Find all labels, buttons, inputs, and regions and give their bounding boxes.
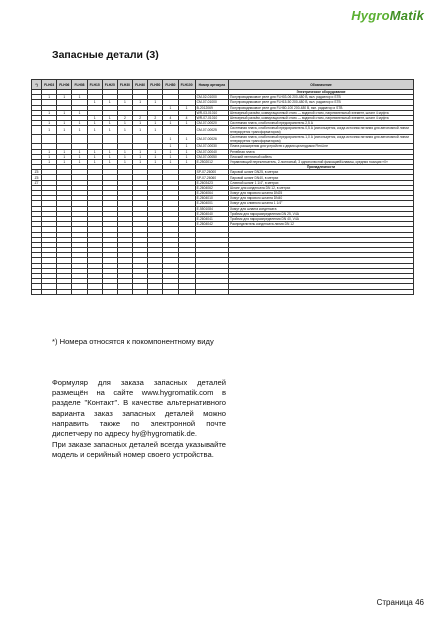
table-cell: CM-07-00026 [195, 135, 228, 144]
table-cell: 1 [178, 135, 195, 144]
table-cell: Плата расширения для устройств с двумя цилиндрами FlexLine [229, 144, 414, 149]
table-cell: Распределитель конденсата линия DN 12 [229, 222, 414, 227]
table-cell [133, 135, 148, 144]
table-cell: Штекерный разъём, коммутационный отсек — водяной отсек, нагревательный элемент, шланг 4 муфта [229, 115, 414, 120]
table-body [32, 90, 414, 295]
table-cell [42, 135, 57, 144]
table-cell: CM-07-00050 [195, 154, 228, 159]
table-cell [42, 289, 57, 294]
table-cell: Шланг для конденсата DN 12, в метрах [229, 185, 414, 190]
table-cell: E-2604010 [195, 196, 228, 201]
table-cell: 1 [72, 121, 87, 126]
table-cell: Полупроводниковое реле для FLH15-50 200-480 В, вкл. радиатор и STB [229, 100, 414, 105]
table-cell [32, 289, 42, 294]
column-header: FLH100 [178, 80, 195, 90]
table-cell [72, 289, 87, 294]
table-cell: 1 [102, 100, 117, 105]
table-cell: Принадлежности [229, 165, 414, 170]
table-cell: 1 [102, 115, 117, 120]
table-cell: Хомут для шланга конденсата [229, 206, 414, 211]
table-cell: 1 [148, 159, 163, 164]
table-cell: E-2604062 [195, 185, 228, 190]
table-cell: 1 [163, 159, 178, 164]
table-cell: 1 [42, 154, 57, 159]
table-cell: Полупроводниковое реле для FLH03-06 200-480 В, вкл. радиатор и STB [229, 95, 414, 100]
logo-text-part1: Hygro [351, 8, 390, 23]
order-form-paragraph: Формуляр для заказа запасных деталей размещён на сайте www.hygromatik.com в разделе "Контакт". В качестве альтернативного варианта заказ запасных деталей можно направить также по электронной почте диспетчеру по адресу hy@hygromatik.de. [52, 378, 226, 439]
table-cell: 1 [57, 110, 72, 115]
page-title: Запасные детали (3) [52, 49, 159, 61]
table-cell: Плоский ленточный кабель [229, 154, 414, 159]
table-cell: 1 [117, 149, 132, 154]
table-cell: E-2604040 [195, 211, 228, 216]
table-cell: 1 [133, 100, 148, 105]
table-cell: CM-07-01000 [195, 100, 228, 105]
table-cell: SP-07-26060 [195, 175, 228, 180]
table-cell [57, 289, 72, 294]
column-header: Номер артикула [195, 80, 228, 90]
table-cell: 1 [87, 149, 102, 154]
column-header: FLH50 [148, 80, 163, 90]
table-cell [178, 289, 195, 294]
logo-text-part2: Matik [389, 8, 424, 23]
table-cell [148, 135, 163, 144]
table-cell: E-2604001 [195, 201, 228, 206]
table-cell: 1 [133, 149, 148, 154]
column-header: FLH30 [117, 80, 132, 90]
table-cell: 1 [87, 126, 102, 135]
table-header-row [32, 80, 414, 90]
table-cell: 1 [117, 100, 132, 105]
column-header: FLH15 [87, 80, 102, 90]
table-row [32, 289, 414, 294]
table-cell [229, 289, 414, 294]
table-cell: 4 [178, 115, 195, 120]
table-cell [195, 289, 228, 294]
table-cell: 1 [72, 154, 87, 159]
table-cell: Полупроводниковое реле для FLH80-100 200-480 В, вкл. радиатор и STB [229, 105, 414, 110]
table-cell: 1 [133, 121, 148, 126]
table-row [32, 126, 414, 135]
table-cell: CM-07-00030 [195, 144, 228, 149]
page-number: Страница 46 [376, 598, 424, 607]
table-cell [72, 135, 87, 144]
table-cell: 4 [163, 115, 178, 120]
table-cell [87, 135, 102, 144]
table-cell [163, 289, 178, 294]
table-cell: 1 [148, 100, 163, 105]
table-cell: Штекерный разъём, коммутационный отсек — водяной отсек, нагревательный элемент, шланг 4 муфта [229, 110, 414, 115]
column-header: FLH80 [163, 80, 178, 90]
table-cell: 1 [87, 159, 102, 164]
table-cell [163, 126, 178, 135]
table-cell: 1 [148, 149, 163, 154]
table-cell: 1 [148, 126, 163, 135]
table-row [32, 135, 414, 144]
table-cell: 2 [148, 115, 163, 120]
column-header: FLH03 [42, 80, 57, 90]
table-cell: 1 [57, 149, 72, 154]
table-cell: 1 [148, 121, 163, 126]
column-header: FLH06 [57, 80, 72, 90]
table-cell: E-2604064 [195, 191, 228, 196]
table-cell: 1 [178, 105, 195, 110]
table-cell: 1 [87, 115, 102, 120]
table-cell: 1 [178, 159, 195, 164]
table-cell: Системная плата, слаботочный предохранитель 1,0 А (используется, когда источник питания для автономной линии генерируется трансформатором) [229, 135, 414, 144]
table-cell: 1 [133, 154, 148, 159]
table-cell: 1 [72, 149, 87, 154]
hygromatik-logo [351, 8, 424, 23]
table-cell: Хомут для парового шланга DN40 [229, 196, 414, 201]
table-cell: 1 [102, 126, 117, 135]
table-cell: 1 [72, 159, 87, 164]
table-cell: 1 [42, 126, 57, 135]
table-cell: Z5 [32, 170, 42, 175]
table-cell [102, 289, 117, 294]
table-cell: 1 [178, 154, 195, 159]
table-cell [133, 289, 148, 294]
column-header: Обозначение [229, 80, 414, 90]
table-cell: 1 [102, 149, 117, 154]
table-cell: 1 [57, 126, 72, 135]
footnote: *) Номера относятся к покомпонентному виду [52, 337, 214, 346]
table-cell: 1 [57, 95, 72, 100]
table-cell: 1 [117, 159, 132, 164]
table-cell: CM-02-01000 [195, 95, 228, 100]
table-cell [32, 126, 42, 135]
table-cell: CM-07-00040 [195, 149, 228, 154]
table-cell: Управляющий переключатель, 2-полюсный, 3 однополюсной фиксацией/клавиш, средняя позиция «0» [229, 159, 414, 164]
table-cell [57, 135, 72, 144]
column-header: *) [32, 80, 42, 90]
table-cell: E-2604042 [195, 222, 228, 227]
table-cell: WR-03-01010 [195, 110, 228, 115]
table-cell: 2 [133, 115, 148, 120]
table-cell: 1 [72, 95, 87, 100]
table-cell: 1 [117, 121, 132, 126]
table-cell: E-2502012 [195, 159, 228, 164]
table-cell: Сливной шланг 1 1/4", в метрах [229, 180, 414, 185]
table-cell [87, 289, 102, 294]
table-cell: 1 [178, 144, 195, 149]
table-cell: 1 [87, 100, 102, 105]
table-cell [32, 135, 42, 144]
column-header: FLH40 [133, 80, 148, 90]
table-cell: 1 [57, 121, 72, 126]
table-cell: 1 [72, 126, 87, 135]
table-cell: 1 [42, 159, 57, 164]
table-cell: 1 [42, 95, 57, 100]
table-cell [117, 135, 132, 144]
table-cell: 1 [102, 154, 117, 159]
table-cell: WR-07-01010 [195, 115, 228, 120]
table-cell: 1 [102, 121, 117, 126]
table-cell: 1 [163, 135, 178, 144]
table-cell: E-5501084 [195, 206, 228, 211]
table-cell: 1 [133, 159, 148, 164]
table-cell: Паровой шланг DN25, в метрах [229, 170, 414, 175]
order-instructions-paragraph: При заказе запасных деталей всегда указывайте модель и серийный номер своего устройства. [52, 440, 226, 460]
table-cell: 1 [178, 121, 195, 126]
table-cell: 1 [163, 105, 178, 110]
table-cell: 1 [163, 154, 178, 159]
table-cell: Тройник для пароразпределения DN 40, V4A [229, 216, 414, 221]
table-cell: CM-07-00025 [195, 126, 228, 135]
table-cell: Паровой шланг DN40, в метрах [229, 175, 414, 180]
table-cell: 1 [42, 149, 57, 154]
table-cell: CM-07-00020 [195, 121, 228, 126]
table-cell: Релейная плата [229, 149, 414, 154]
table-cell: 1 [42, 110, 57, 115]
table-cell: Z5 [32, 175, 42, 180]
table-cell: Системная плата, слаботочный предохранитель 0,5 А (используется, когда источник питания для автономной линии генерируется трансформатором) [229, 126, 414, 135]
table-cell: Тройник для пароразпределения DN 25, V4A [229, 211, 414, 216]
table-cell [117, 289, 132, 294]
column-header: FLH08 [72, 80, 87, 90]
table-cell: SP-07-26000 [195, 170, 228, 175]
table-cell: Системная плата, слаботочный предохранитель 2,5 А [229, 121, 414, 126]
table-cell: E-2603423 [195, 180, 228, 185]
table-cell: 1 [163, 149, 178, 154]
table-cell [102, 135, 117, 144]
table-cell: 1 [87, 154, 102, 159]
table-cell [178, 126, 195, 135]
table-cell: 1 [87, 121, 102, 126]
spare-parts-table [31, 79, 414, 295]
table-cell: 1 [102, 159, 117, 164]
table-cell: E-2604041 [195, 216, 228, 221]
table-cell: 1 [42, 121, 57, 126]
column-header: FLH25 [102, 80, 117, 90]
table-cell: Z7 [32, 180, 42, 185]
table-cell: 1 [163, 121, 178, 126]
table-cell: 2 [117, 115, 132, 120]
table-cell [148, 289, 163, 294]
table-cell: 1 [117, 126, 132, 135]
table-cell: Хомут для парового шланга DN25 [229, 191, 414, 196]
spare-parts-table-container [31, 79, 414, 295]
table-cell: 1 [57, 154, 72, 159]
table-cell: B-2012069 [195, 105, 228, 110]
table-cell: 1 [72, 110, 87, 115]
table-cell: Электрическое оборудование [229, 90, 414, 95]
table-cell: 1 [178, 149, 195, 154]
table-cell: 1 [133, 126, 148, 135]
table-cell: 1 [148, 154, 163, 159]
table-cell: 1 [57, 159, 72, 164]
table-cell: 1 [163, 144, 178, 149]
table-cell: Хомут для сливного шланга 1 1/4" [229, 201, 414, 206]
table-cell: 1 [117, 154, 132, 159]
